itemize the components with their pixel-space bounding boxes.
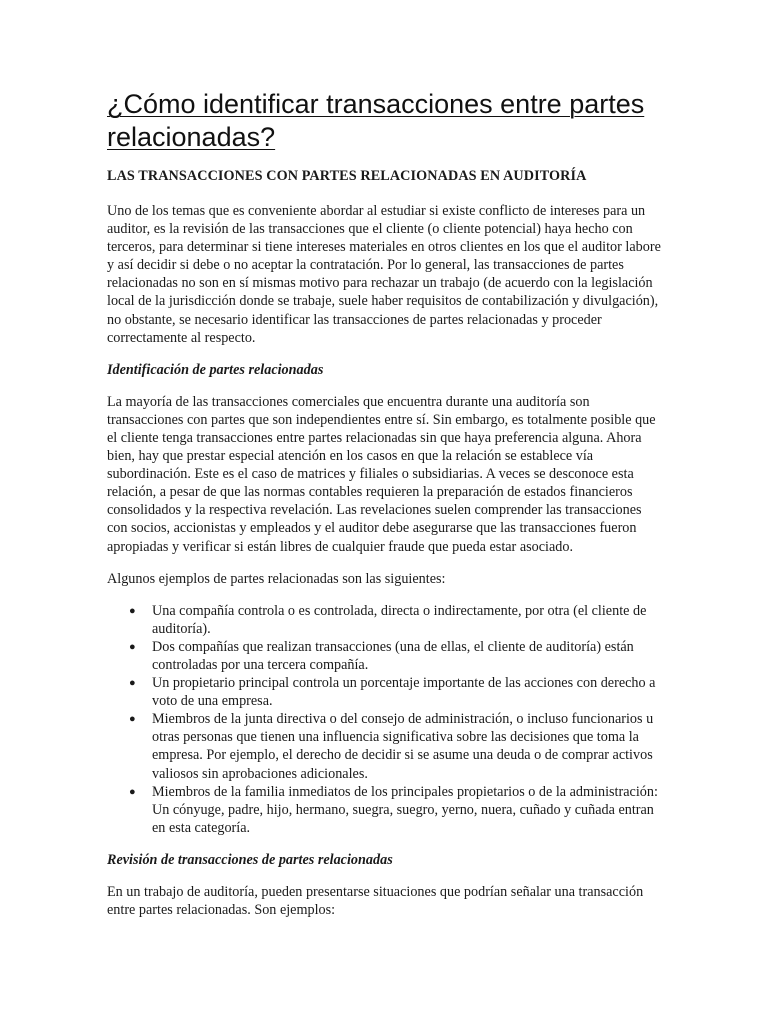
paragraph-ejemplos-intro: Algunos ejemplos de partes relacionadas son las siguientes: <box>107 570 446 587</box>
subheading-identificacion: Identificación de partes relacionadas <box>107 361 324 378</box>
paragraph-identificacion: La mayoría de las transacciones comerciales que encuentra durante una auditoría son transacciones con partes que son independientes entre sí. Sin embargo, es totalmente posible que el cliente tenga transacciones entre partes relacionadas sin que haya preferencia alguna. Ahora bien, hay que prestar especial atención en los casos en que la relación se establece vía subordinación. Este es el caso de matrices y filiales o subsidiarias. A veces se desconoce esta relación, a pesar de que las normas contables requieren la preparación de estados financieros consolidados y la respectiva revelación. Las revelaciones suelen comprender las transacciones con socios, accionistas y empleados y el auditor debe asegurarse que las transacciones fueron apropiadas y verificar si están libres de cualquier fraude que pueda estar asociado. <box>107 393 656 555</box>
list-item <box>129 674 663 710</box>
subheading-revision: Revisión de transacciones de partes relacionadas <box>107 851 393 868</box>
bullet-icon: ● <box>129 785 136 798</box>
document-page <box>107 88 663 933</box>
list-item <box>129 638 663 674</box>
list-item-text: Miembros de la junta directiva o del consejo de administración, o incluso funcionarios u otras personas que tienen una influencia significativa sobre las decisiones que toma la empresa. Por ejemplo, el derecho de decidir si se asume una deuda o de comprar activos valiosos sin aprobaciones adicionales. <box>152 711 654 782</box>
bullet-icon: ● <box>129 677 136 690</box>
document-title: ¿Cómo identificar transacciones entre partes relacionadas? <box>107 89 645 152</box>
bullet-icon: ● <box>129 640 136 653</box>
list-item-text: Dos compañías que realizan transacciones (una de ellas, el cliente de auditoría) están controladas por una tercera compañía. <box>152 638 634 673</box>
bullet-icon: ● <box>129 604 136 617</box>
examples-list <box>107 602 663 837</box>
list-item <box>129 602 663 638</box>
list-item-text: Un propietario principal controla un porcentaje importante de las acciones con derecho a voto de una empresa. <box>152 675 656 710</box>
list-item-text: Una compañía controla o es controlada, directa o indirectamente, por otra (el cliente de auditoría). <box>152 602 647 637</box>
list-item <box>129 710 663 782</box>
bullet-icon: ● <box>129 713 136 726</box>
section-heading: LAS TRANSACCIONES CON PARTES RELACIONADAS EN AUDITORÍA <box>107 168 587 184</box>
paragraph-revision: En un trabajo de auditoría, pueden presentarse situaciones que podrían señalar una transacción entre partes relacionadas. Son ejemplos: <box>107 883 644 918</box>
intro-paragraph: Uno de los temas que es conveniente abordar al estudiar si existe conflicto de intereses para un auditor, es la revisión de las transacciones que el cliente (o cliente potencial) haya hecho con terceros, para determinar si tiene intereses materiales en otros clientes en los que el auditor labore y así decidir si debe o no aceptar la contratación. Por lo general, las transacciones de partes relacionadas no son en sí mismas motivo para rechazar un trabajo (de acuerdo con la legislación local de la jurisdicción donde se trabaje, suele haber requisitos de contabilización y divulgación), no obstante, se necesario identificar las transacciones de partes relacionadas y proceder correctamente al respecto. <box>107 203 661 346</box>
list-item-text: Miembros de la familia inmediatos de los principales propietarios o de la administración: Un cónyuge, padre, hijo, hermano, suegra, suegro, yerno, nuera, cuñado y cuñada entran en esta categoría. <box>152 783 658 836</box>
list-item <box>129 783 663 837</box>
